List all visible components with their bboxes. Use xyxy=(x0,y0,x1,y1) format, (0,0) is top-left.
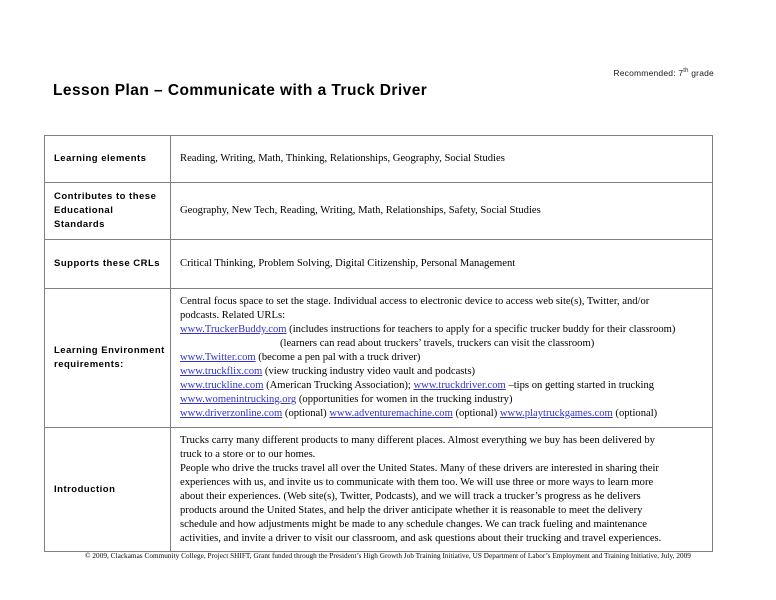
intro-para1-line1: Trucks carry many different products to many different places. Almost everything we buy has been delivered by xyxy=(180,434,655,446)
recommended-grade-prefix: Recommended: 7 xyxy=(613,68,684,78)
link-driverzonline[interactable]: www.driverzonline.com xyxy=(180,407,283,419)
table-row-supports-crls xyxy=(45,240,713,289)
intro-para2-line6: activities, and invite a driver to visit our classroom, and ask questions about their trucking and travel experiences. xyxy=(180,532,662,544)
link-adventuremachine[interactable]: www.adventuremachine.com xyxy=(329,407,453,419)
link-twitter[interactable]: www.Twitter.com xyxy=(180,351,256,363)
env-link-note-adventuremachine: (optional) xyxy=(452,407,500,419)
row-label-educational-standards: Contributes to these Educational Standards xyxy=(45,183,171,240)
env-intro-line-1: Central focus space to set the stage. Individual access to electronic device to access web site(s), Twitter, and/or xyxy=(180,296,650,307)
env-link-line-twitter xyxy=(180,351,704,365)
intro-para2-line5: schedule and how adjustments might be made to any schedule changes. We can track fueling and maintenance xyxy=(180,518,647,530)
env-link-note-womenintrucking: (opportunities for women in the trucking industry) xyxy=(296,393,513,405)
table-row-educational-standards xyxy=(45,183,713,240)
row-label-learning-environment: Learning Environment requirements: xyxy=(45,289,171,428)
recommended-grade-ordinal-suffix: th xyxy=(683,68,689,75)
intro-para2-line1: People who drive the trucks travel all over the United States. Many of these drivers are interested in sharing their xyxy=(180,462,659,474)
row-label-supports-crls: Supports these CRLs xyxy=(45,240,171,289)
row-label-introduction: Introduction xyxy=(45,427,171,552)
env-link-line-truckerbuddy xyxy=(180,323,704,337)
env-link-note-driverzonline: (optional) xyxy=(282,407,330,419)
table-row-introduction xyxy=(45,427,713,552)
row-label-learning-elements: Learning elements xyxy=(45,136,171,183)
link-truckdriver[interactable]: www.truckdriver.com xyxy=(413,379,506,391)
intro-para2-line4: products around the United States, and help the driver anticipate whether it is reasonable to meet the delivery xyxy=(180,504,643,516)
recommended-grade-note xyxy=(613,68,714,78)
env-link-line-truckline xyxy=(180,379,704,393)
env-indent-note: (learners can read about truckers’ travels, truckers can visit the classroom) xyxy=(280,337,595,349)
env-link-note-truckflix: (view trucking industry video vault and podcasts) xyxy=(262,365,475,377)
link-truckflix[interactable]: www.truckflix.com xyxy=(180,365,263,377)
env-link-note-truckerbuddy: (includes instructions for teachers to apply for a specific trucker buddy for their classroom) xyxy=(286,323,676,335)
env-link-line-womenintrucking xyxy=(180,393,704,407)
intro-para2-line2: experiences with us, and invite us to communicate with them too. We will use three or more ways to learn more xyxy=(180,476,654,488)
link-womenintrucking[interactable]: www.womenintrucking.org xyxy=(180,393,297,405)
row-value-educational-standards: Geography, New Tech, Reading, Writing, Math, Relationships, Safety, Social Studies xyxy=(171,183,713,240)
env-link-note-playtruckgames: (optional) xyxy=(612,407,658,419)
env-link-note-twitter: (become a pen pal with a truck driver) xyxy=(255,351,421,363)
recommended-grade-suffix: grade xyxy=(688,68,714,78)
table-row-learning-elements xyxy=(45,136,713,183)
page-title: Lesson Plan – Communicate with a Truck Driver xyxy=(53,82,428,99)
row-value-learning-environment xyxy=(171,289,713,428)
env-link-line-truckflix xyxy=(180,365,704,379)
link-truckerbuddy[interactable]: www.TruckerBuddy.com xyxy=(180,323,287,335)
table-row-learning-environment xyxy=(45,289,713,428)
lesson-plan-table-body xyxy=(45,136,713,552)
row-value-introduction xyxy=(171,427,713,552)
env-link-line-optional xyxy=(180,407,704,421)
row-value-supports-crls: Critical Thinking, Problem Solving, Digital Citizenship, Personal Management xyxy=(171,240,713,289)
intro-para2-line3: about their experiences. (Web site(s), Twitter, Podcasts), and we will track a trucker’s progress as he delivers xyxy=(180,490,641,502)
env-intro-line-2: podcasts. Related URLs: xyxy=(180,309,286,321)
link-truckline[interactable]: www.truckline.com xyxy=(180,379,264,391)
intro-para1-line2: truck to a store or to our homes. xyxy=(180,448,316,460)
row-value-learning-elements: Reading, Writing, Math, Thinking, Relationships, Geography, Social Studies xyxy=(171,136,713,183)
link-playtruckgames[interactable]: www.playtruckgames.com xyxy=(499,407,613,419)
env-link-note-truckline: (American Trucking Association); xyxy=(263,379,414,391)
lesson-plan-table xyxy=(44,135,713,552)
env-link-note-truckdriver: –tips on getting started in trucking xyxy=(505,379,655,391)
page-footer: © 2009, Clackamas Community College, Project SHIFT, Grant funded through the President’s High Growth Job Training Initiative, US Department of Labor’s Employment and Training Initiative, July, 2009 xyxy=(85,552,691,560)
